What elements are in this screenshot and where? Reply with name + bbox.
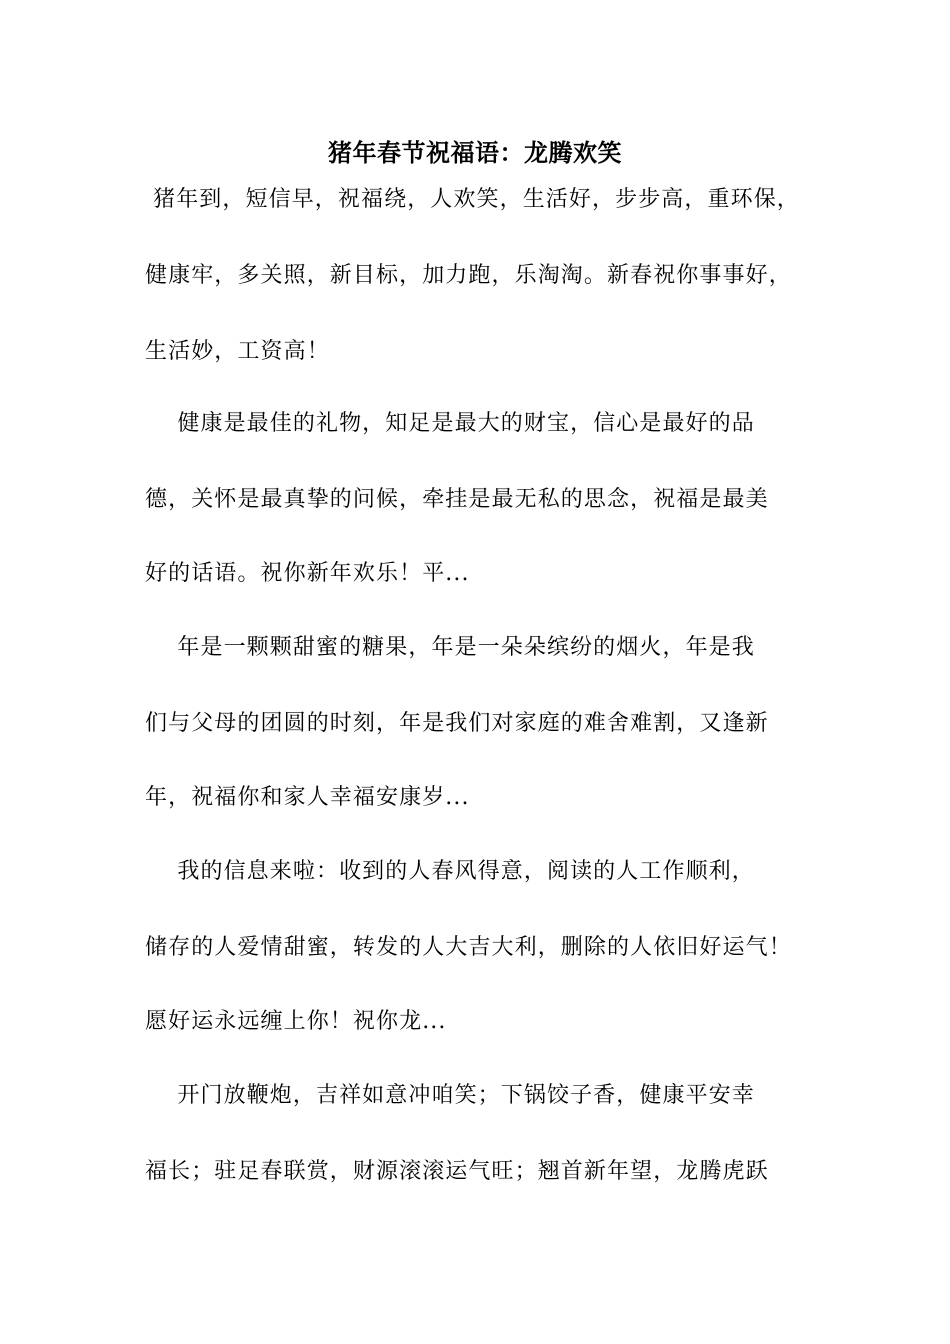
text-line: 年，祝福你和家人幸福安康岁...: [145, 785, 470, 810]
text-line: 好的话语。祝你新年欢乐！平...: [145, 561, 470, 586]
text-line: 开门放鞭炮，吉祥如意冲咱笑；下锅饺子香，健康平安幸: [145, 1083, 755, 1108]
text-line: 健康是最佳的礼物，知足是最大的财宝，信心是最好的品: [145, 411, 755, 436]
text-line: 我的信息来啦：收到的人春风得意，阅读的人工作顺利，: [145, 859, 755, 884]
text-line: 健康牢，多关照，新目标，加力跑，乐淘淘。新春祝你事事好，: [145, 263, 792, 288]
text-line: 德，关怀是最真挚的问候，牵挂是最无私的思念，祝福是最美: [145, 487, 769, 512]
text-line: 福长；驻足春联赏，财源滚滚运气旺；翘首新年望，龙腾虎跃: [145, 1159, 769, 1184]
document-title: 猪年春节祝福语：龙腾欢笑: [328, 138, 622, 167]
text-line: 生活妙，工资高！: [145, 339, 330, 364]
text-line: 储存的人爱情甜蜜，转发的人大吉大利，删除的人依旧好运气！: [145, 935, 792, 960]
text-line: 们与父母的团圆的时刻，年是我们对家庭的难舍难割，又逢新: [145, 711, 769, 736]
text-line: 年是一颗颗甜蜜的糖果，年是一朵朵缤纷的烟火，年是我: [145, 635, 755, 660]
text-line: 愿好运永远缠上你！祝你龙...: [145, 1009, 447, 1034]
text-line: 猪年到，短信早，祝福绕，人欢笑，生活好，步步高，重环保，: [145, 187, 800, 212]
